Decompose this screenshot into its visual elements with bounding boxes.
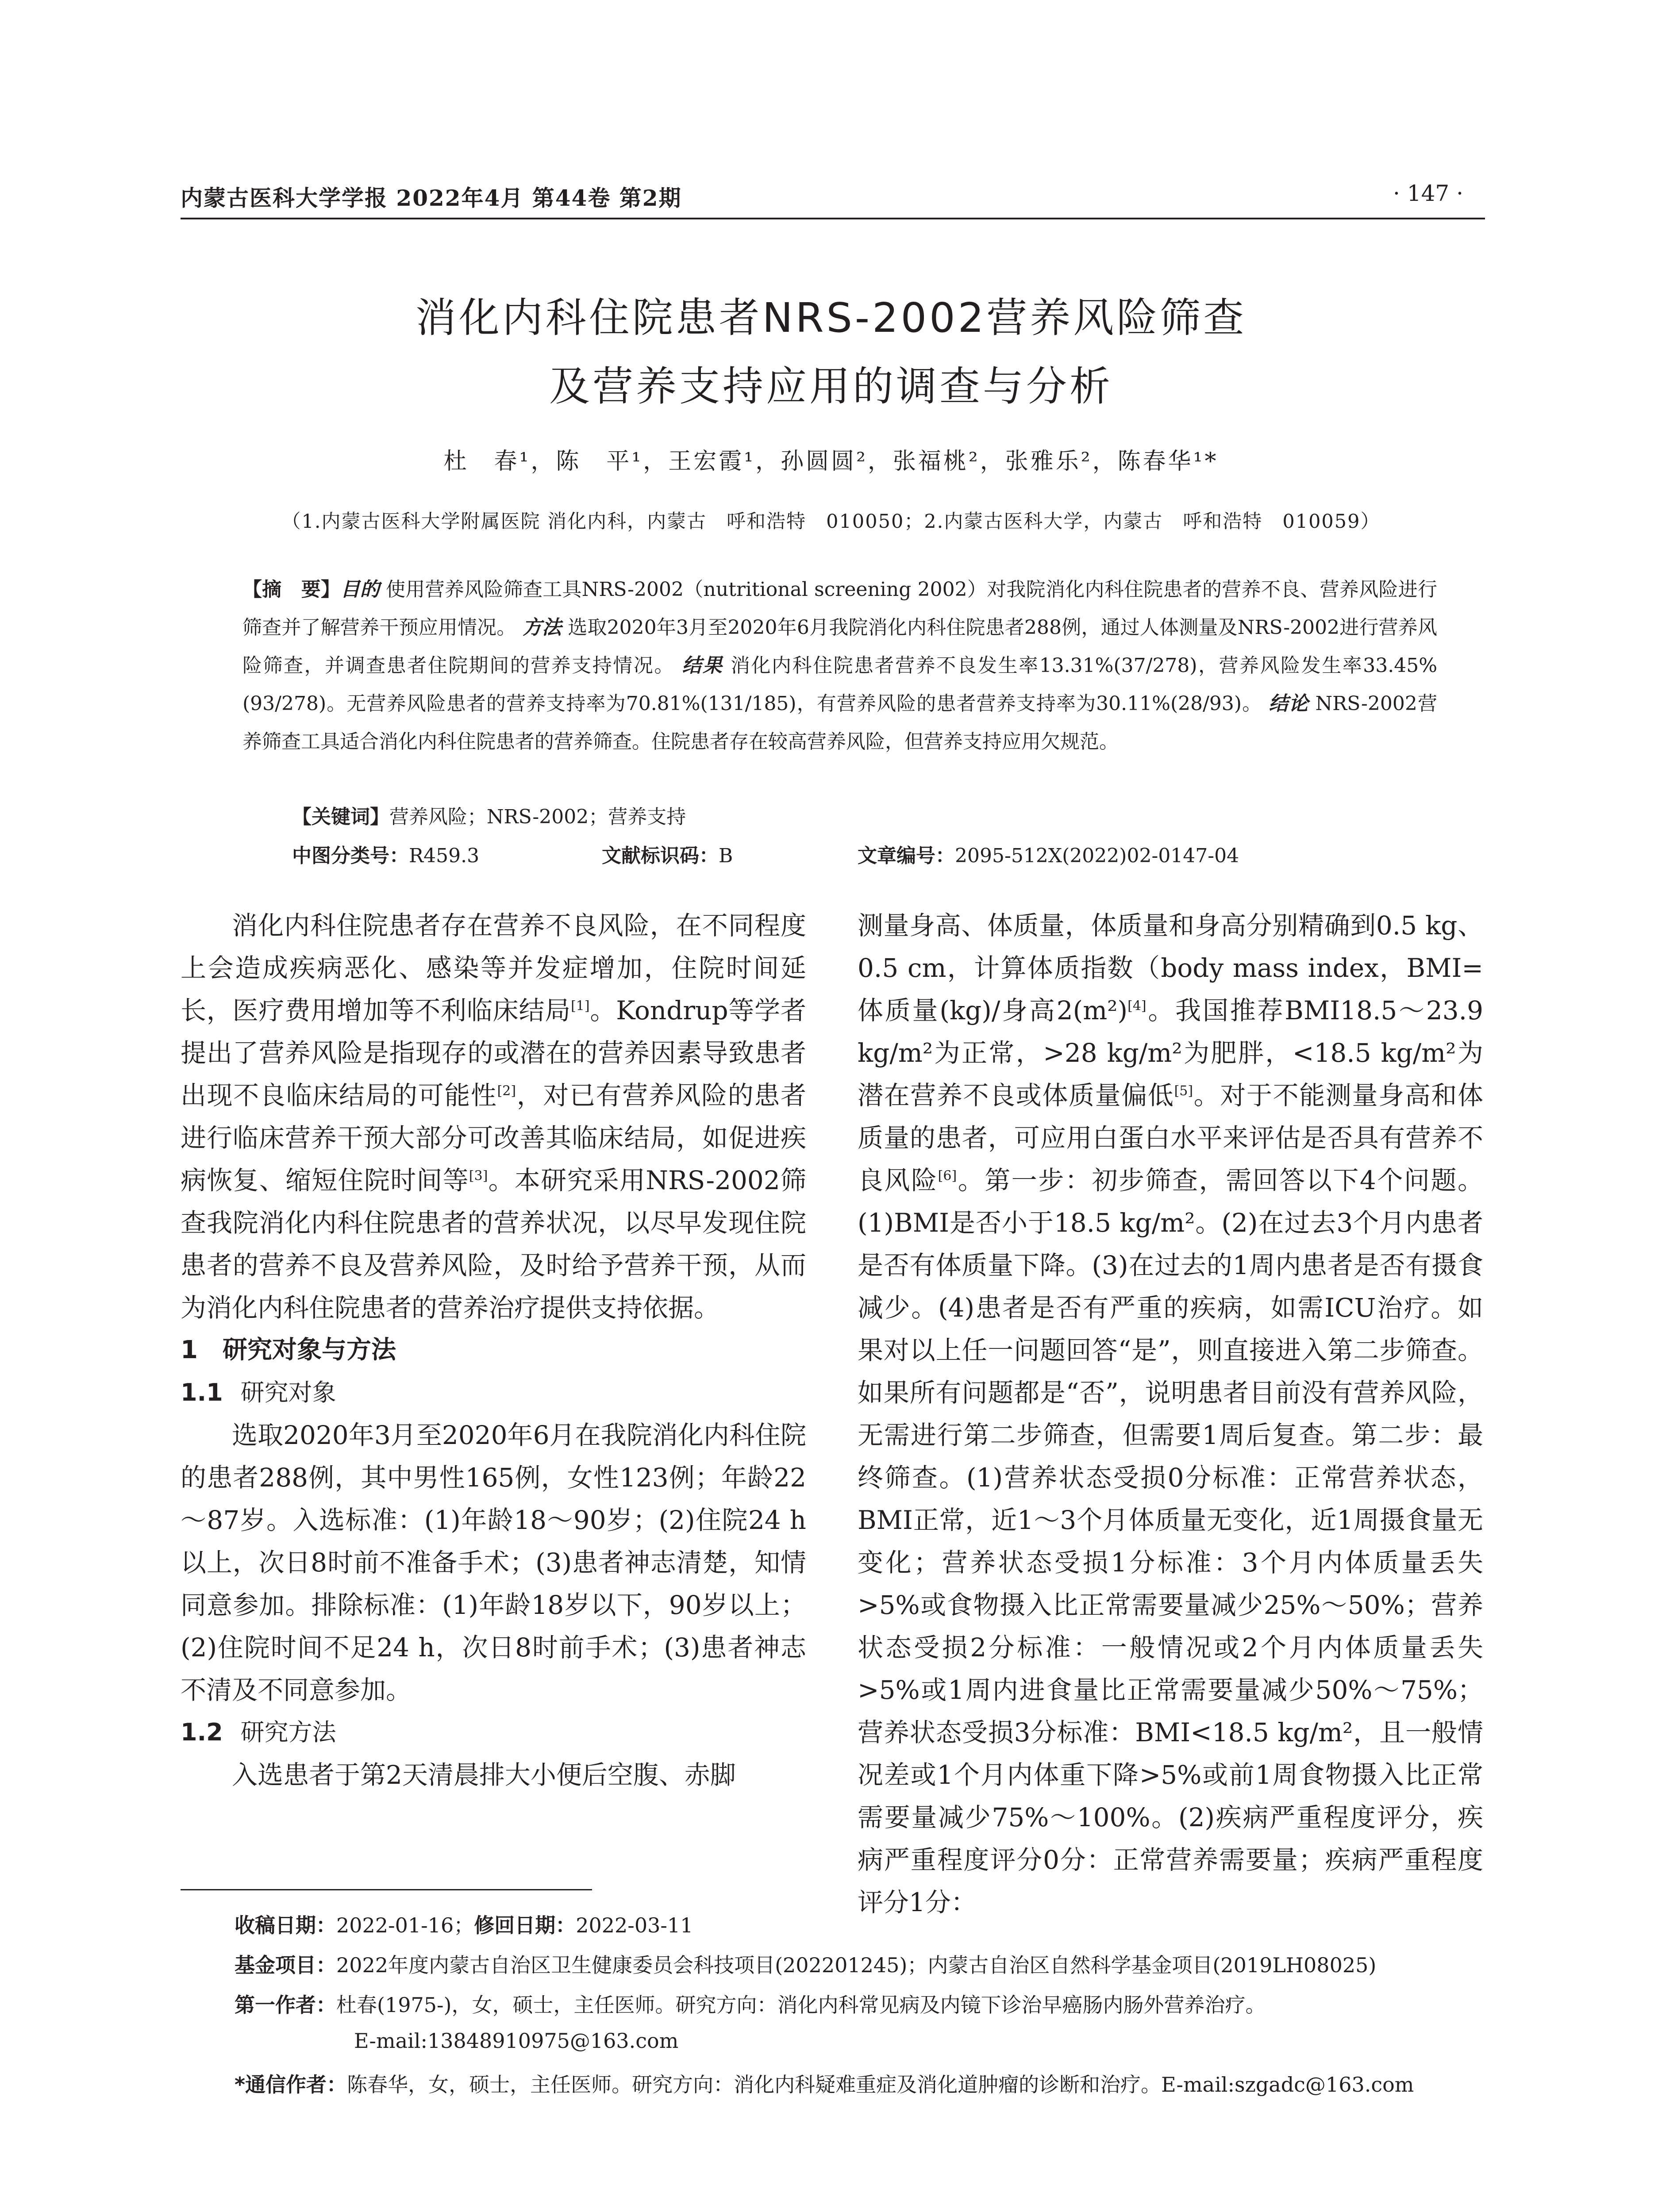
body-column-right [858,904,1483,1924]
subsection-number: 1.1 [181,1379,223,1406]
doc-code-value: B [719,845,733,867]
objective-label: 目的 [340,578,380,601]
methods-text-b: 。我国推荐BMI18.5～23.9 kg/m²为正常，>28 kg/m²为肥胖，<18.5 kg/m²为潜在营养不良或体质量偏低 [858,995,1484,1110]
keywords-line [292,801,686,829]
methods-text-a: 测量身高、体质量，体质量和身高分别精确到0.5 kg、0.5 cm，计算体质指数（body mass index，BMI=体质量(kg)/身高2(m²) [858,910,1483,1025]
objective-text: 使用营养风险筛查工具NRS-2002（nutritional screening 2002）对我院消化内科住院患者的营养不良、营养风险进行筛查并了解营养干预应用情况。 [242,578,1437,639]
methods-text: 选取2020年3月至2020年6月我院消化内科住院患者288例，通过人体测量及NRS-2002进行营养风险筛查，并调查患者住院期间的营养支持情况。 [242,616,1437,677]
footnote-rule [181,1889,592,1890]
abstract [242,571,1437,761]
conclusion-text: NRS-2002营养筛查工具适合消化内科住院患者的营养筛查。住院患者存在较高营养风险，但营养支持应用欠规范。 [242,692,1437,753]
intro-paragraph [181,904,806,1329]
corresponding-value: 陈春华，女，硕士，主任医师。研究方向：消化内科疑难重症及消化道肿瘤的诊断和治疗。E-mail:szgadc@163.com [347,2073,1414,2097]
conclusion-label: 结论 [1269,692,1309,715]
results-label: 结果 [682,654,723,677]
methods-label: 方法 [522,616,562,639]
citation-3[interactable]: [3] [469,1168,488,1184]
article-title-line2: 及营养支持应用的调查与分析 [549,363,1113,410]
citation-6[interactable]: [6] [938,1168,957,1184]
subjects-paragraph: 选取2020年3月至2020年6月在我院消化内科住院的患者288例，其中男性165例，女性123例；年龄22～87岁。入选标准：(1)年龄18～90岁；(2)住院24 h以上，次日8时前不准备手术；(3)患者神志清楚，知情同意参加。排除标准：(1)年龄18岁以下，90岁以上；(2)住院时间不足24 h，次日8时前手术；(3)患者神志不清及不同意参加。 [181,1420,806,1705]
intro-text-1: 消化内科住院患者存在营养不良风险，在不同程度上会造成疾病恶化、感染等并发症增加，住院时间延长，医疗费用增加等不利临床结局 [181,910,806,1025]
clc-number [292,840,479,868]
citation-5[interactable]: [5] [1174,1083,1193,1099]
subsection-number: 1.2 [181,1718,223,1746]
article-no-label: 文章编号： [858,845,955,867]
first-author-email[interactable]: E-mail:13848910975@163.com [354,2029,679,2053]
received-date: 2022-01-16； [336,1913,474,1937]
revised-label: 修回日期： [474,1913,576,1937]
citation-1[interactable]: [1] [571,998,590,1014]
subsection-title: 研究对象 [240,1379,336,1406]
subsection-heading-1-2 [181,1711,806,1754]
methods-paragraph-continued [858,904,1483,1924]
section-heading-1: 1 研究对象与方法 [181,1336,396,1364]
subsection-title: 研究方法 [240,1718,336,1746]
first-author-footnote [235,1989,1266,2018]
abstract-label: 【摘 要】 [242,578,341,601]
clc-value: R459.3 [409,845,480,867]
author-list: 杜 春¹，陈 平¹，王宏霞¹，孙圆圆²，张福桃²，张雅乐²，陈春华¹* [443,448,1219,475]
article-title-line1: 消化内科住院患者NRS-2002营养风险筛查 [415,294,1247,342]
keywords-label: 【关键词】 [292,806,389,828]
revised-date: 2022-03-11 [576,1913,693,1937]
citation-2[interactable]: [2] [497,1083,516,1099]
methods-text-c: 。对于不能测量身高和体质量的患者，可应用白蛋白水平来评估是否具有营养不良风险 [858,1080,1483,1195]
received-label: 收稿日期： [235,1913,336,1937]
methods-text-d: 。第一步：初步筛查，需回答以下4个问题。(1)BMI是否小于18.5 kg/m²。(2)在过去3个月内患者是否有体质量下降。(3)在过去的1周内患者是否有摄食减少。(4)患者是否有严重的疾病，如需ICU治疗。如果对以上任一问题回答“是”，则直接进入第二步筛查。如果所有问题都是“否”，说明患者目前没有营养风险，无需进行第二步筛查，但需要1周后复查。第二步：最终筛查。(1)营养状态受损0分标准：正常营养状态，BMI正常，近1～3个月体质量无变化，近1周摄食量无变化；营养状态受损1分标准：3个月内体质量丢失>5%或食物摄入比正常需要量减少25%～50%；营养状态受损2分标准：一般情况或2个月内体质量丢失>5%或1周内进食量比正常需要量减少50%～75%；营养状态受损3分标准：BMI<18.5 kg/m²，且一般情况差或1个月内体重下降>5%或前1周食物摄入比正常需要量减少75%～100%。(2)疾病严重程度评分，疾病严重程度评分0分：正常营养需要量；疾病严重程度评分1分： [858,1165,1483,1917]
results-text: 消化内科住院患者营养不良发生率13.31%(37/278)，营养风险发生率33.45%(93/278)。无营养风险患者的营养支持率为70.81%(131/185)，有营养风险的患者营养支持率为30.11%(28/93)。 [242,654,1438,715]
methods-paragraph-start: 入选患者于第2天清晨排大小便后空腹、赤脚 [232,1760,736,1790]
fund-value: 2022年度内蒙古自治区卫生健康委员会科技项目(202201245)；内蒙古自治区自然科学基金项目(2019LH08025) [336,1953,1377,1977]
corresponding-label: *通信作者： [235,2073,347,2097]
fund-footnote [235,1949,1376,1978]
body-column-left [181,904,806,1796]
doc-code-label: 文献标识码： [602,845,719,867]
running-head: 内蒙古医科大学学报 2022年4月 第44卷 第2期 [181,185,682,211]
keywords-text: 营养风险；NRS-2002；营养支持 [389,806,686,828]
first-author-value: 杜春(1975-)，女，硕士，主任医师。研究方向：消化内科常见病及内镜下诊治早癌肠内肠外营养治疗。 [336,1993,1266,2017]
document-code [602,840,733,868]
affiliations: （1.内蒙古医科大学附属医院 消化内科，内蒙古 呼和浩特 010050；2.内蒙古医科大学，内蒙古 呼和浩特 010059） [281,511,1381,533]
citation-4[interactable]: [4] [1127,998,1146,1014]
clc-label: 中图分类号： [292,845,409,867]
page-number: · 147 · [1393,180,1464,206]
fund-label: 基金项目： [235,1953,336,1977]
intro-text-4: 。本研究采用NRS-2002筛查我院消化内科住院患者的营养状况，以尽早发现住院患者的营养不良及营养风险，及时给予营养干预，从而为消化内科住院患者的营养治疗提供支持依据。 [181,1165,806,1323]
dates-footnote [235,1909,693,1939]
intro-text-3: ，对已有营养风险的患者进行临床营养干预大部分可改善其临床结局，如促进疾病恢复、缩短住院时间等 [181,1080,806,1195]
article-no-value: 2095-512X(2022)02-0147-04 [955,845,1239,867]
subsection-heading-1-1 [181,1371,806,1414]
article-number [858,840,1239,868]
corresponding-author-footnote [235,2069,1414,2098]
intro-text-2: 。Kondrup等学者提出了营养风险是指现存的或潜在的营养因素导致患者出现不良临床结局的可能性 [181,995,806,1110]
header-rule [181,218,1485,219]
first-author-label: 第一作者： [235,1993,336,2017]
